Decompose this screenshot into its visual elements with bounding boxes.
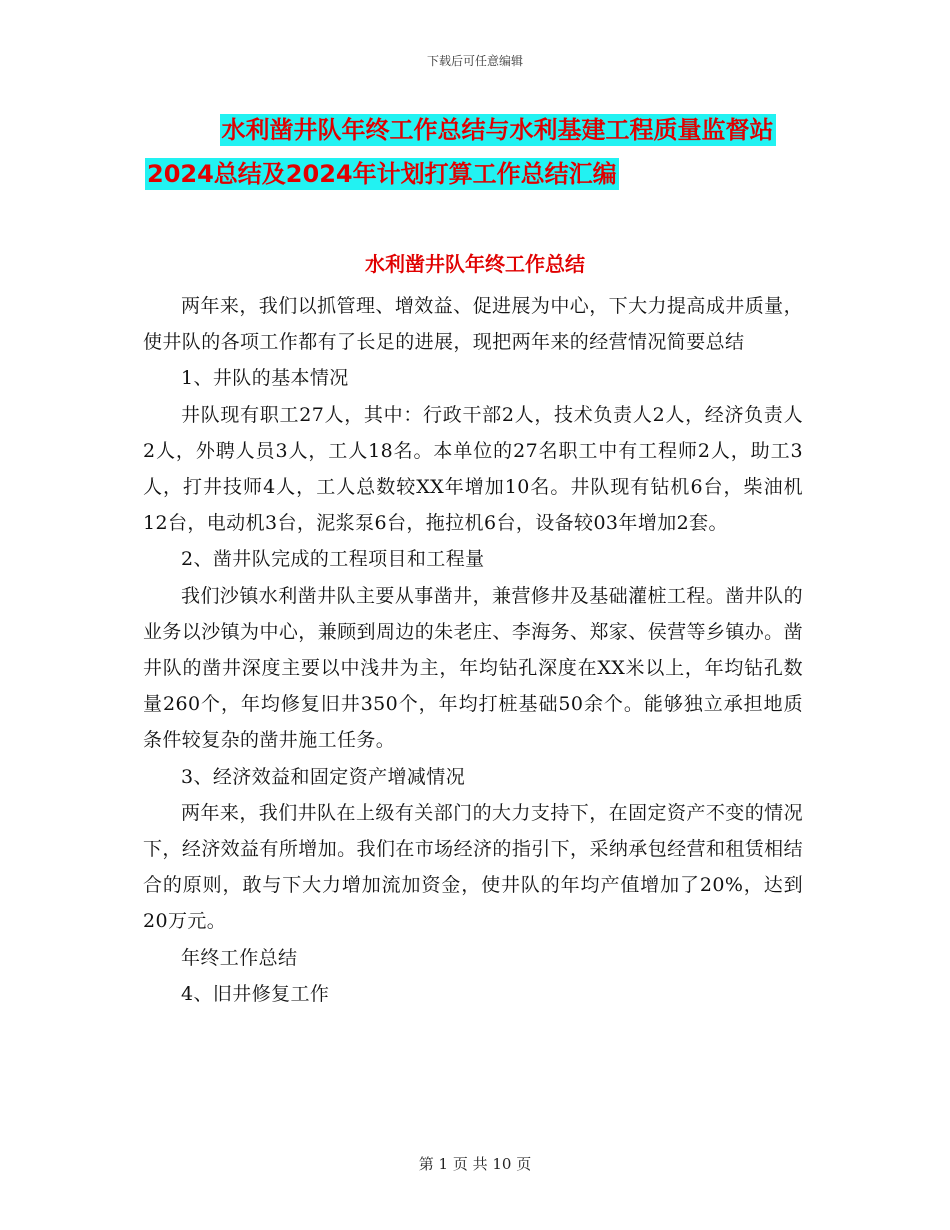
body-text [143, 288, 803, 1012]
document-title-line-2 [0, 154, 950, 194]
title-line-2-text: 2024总结及2024年计划打算工作总结汇编 [147, 160, 617, 188]
document-title-line-1 [0, 110, 950, 150]
paragraph: 4、旧井修复工作 [181, 982, 330, 1005]
paragraph: 3、经济效益和固定资产增减情况 [181, 765, 466, 788]
section-title: 水利凿井队年终工作总结 [365, 252, 585, 276]
paragraph: 我们沙镇水利凿井队主要从事凿井，兼营修井及基础灌桩工程。凿井队的业务以沙镇为中心，兼顾到周边的朱老庄、李海务、郑家、侯营等乡镇办。凿井队的凿井深度主要以中浅井为主，年均钻孔深度在XX米以上，年均钻孔数量260个，年均修复旧井350个，年均打桩基础50余个。能够独立承担地质条件较复杂的凿井施工任务。 [143, 584, 803, 752]
title-line-1-text: 水利凿井队年终工作总结与水利基建工程质量监督站 [221, 116, 774, 144]
paragraph: 井队现有职工27人，其中：行政干部2人，技术负责人2人，经济负责人2人，外聘人员3人，工人18名。本单位的27名职工中有工程师2人，助工3人，打井技师4人，工人总数较XX年增加10名。井队现有钻机6台，柴油机12台，电动机3台，泥浆泵6台，拖拉机6台，设备较03年增加2套。 [143, 403, 803, 535]
paragraph: 两年来，我们以抓管理、增效益、促进展为中心，下大力提高成井质量，使井队的各项工作都有了长足的进展，现把两年来的经营情况简要总结 [143, 295, 803, 354]
paragraph: 年终工作总结 [181, 946, 298, 969]
paragraph: 1、井队的基本情况 [181, 367, 349, 390]
page-footer: 第 1 页 共 10 页 [418, 1155, 532, 1173]
paragraph: 两年来，我们井队在上级有关部门的大力支持下，在固定资产不变的情况下，经济效益有所增加。我们在市场经济的指引下，采纳承包经营和租赁相结合的原则，敢与下大力增加流加资金，使井队的年均产值增加了20%，达到20万元。 [143, 801, 803, 933]
paragraph: 2、凿井队完成的工程项目和工程量 [181, 548, 485, 571]
header-note: 下载后可任意编辑 [426, 54, 523, 68]
